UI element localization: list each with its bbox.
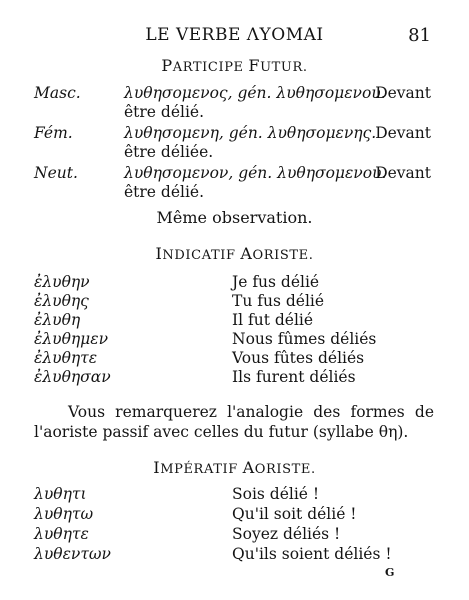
- remark-paragraph: Vous remarquerez l'analogie des formes de l'aoriste passif avec celles du futur (syllabe θη).: [34, 403, 434, 441]
- french-translation: Il fut délié: [232, 311, 314, 329]
- gender-label: Fém.: [34, 124, 73, 142]
- gender-label: Masc.: [34, 84, 81, 102]
- french-translation: Tu fus délié: [232, 292, 325, 310]
- greek-form: λυθησομενη, gén. λυθησομενης.: [124, 124, 377, 142]
- page-number: 81: [408, 25, 431, 46]
- translation: Devant: [375, 84, 431, 102]
- translation: Devant: [375, 124, 431, 142]
- greek-form: λυθητω: [34, 505, 94, 523]
- greek-form: ἐλυθημεν: [34, 330, 108, 348]
- greek-form: ἐλυθη: [34, 311, 81, 329]
- greek-form: λυθεντων: [34, 545, 111, 563]
- greek-form: ἐλυθης: [34, 292, 89, 310]
- greek-form: ἐλυθησαν: [34, 368, 111, 386]
- greek-form: ἐλυθητε: [34, 349, 98, 367]
- french-translation: Vous fûtes déliés: [232, 349, 365, 367]
- greek-form: λυθητε: [34, 525, 89, 543]
- running-title: LE VERBE ΛΥΟΜΑΙ: [145, 25, 324, 45]
- translation-continued: être déliée.: [124, 143, 214, 161]
- greek-form: ἐλυθην: [34, 273, 90, 291]
- translation: Devant: [375, 164, 431, 182]
- translation-continued: être délié.: [124, 103, 205, 121]
- observation-line: Même observation.: [156, 208, 313, 227]
- greek-form: λυθητι: [34, 485, 87, 503]
- translation-continued: être délié.: [124, 183, 205, 201]
- french-translation: Ils furent déliés: [232, 368, 356, 386]
- page-header: [0, 25, 469, 47]
- imperative-aorist-heading: IMPÉRATIF AORISTE.: [153, 458, 316, 477]
- greek-form: λυθησομενος, gén. λυθησομενου.: [124, 84, 386, 102]
- french-translation: Soyez déliés !: [232, 525, 341, 543]
- french-translation: Nous fûmes déliés: [232, 330, 377, 348]
- french-translation: Qu'il soit délié !: [232, 505, 357, 523]
- gender-label: Neut.: [34, 164, 78, 182]
- participle-heading: PARTICIPE FUTUR.: [161, 56, 308, 75]
- french-translation: Qu'ils soient déliés !: [232, 545, 392, 563]
- signature-mark: G: [385, 566, 395, 579]
- indicative-aorist-heading: INDICATIF AORISTE.: [155, 244, 314, 263]
- greek-form: λυθησομενον, gén. λυθησομενου.: [124, 164, 387, 182]
- french-translation: Je fus délié: [232, 273, 320, 291]
- french-translation: Sois délié !: [232, 485, 320, 503]
